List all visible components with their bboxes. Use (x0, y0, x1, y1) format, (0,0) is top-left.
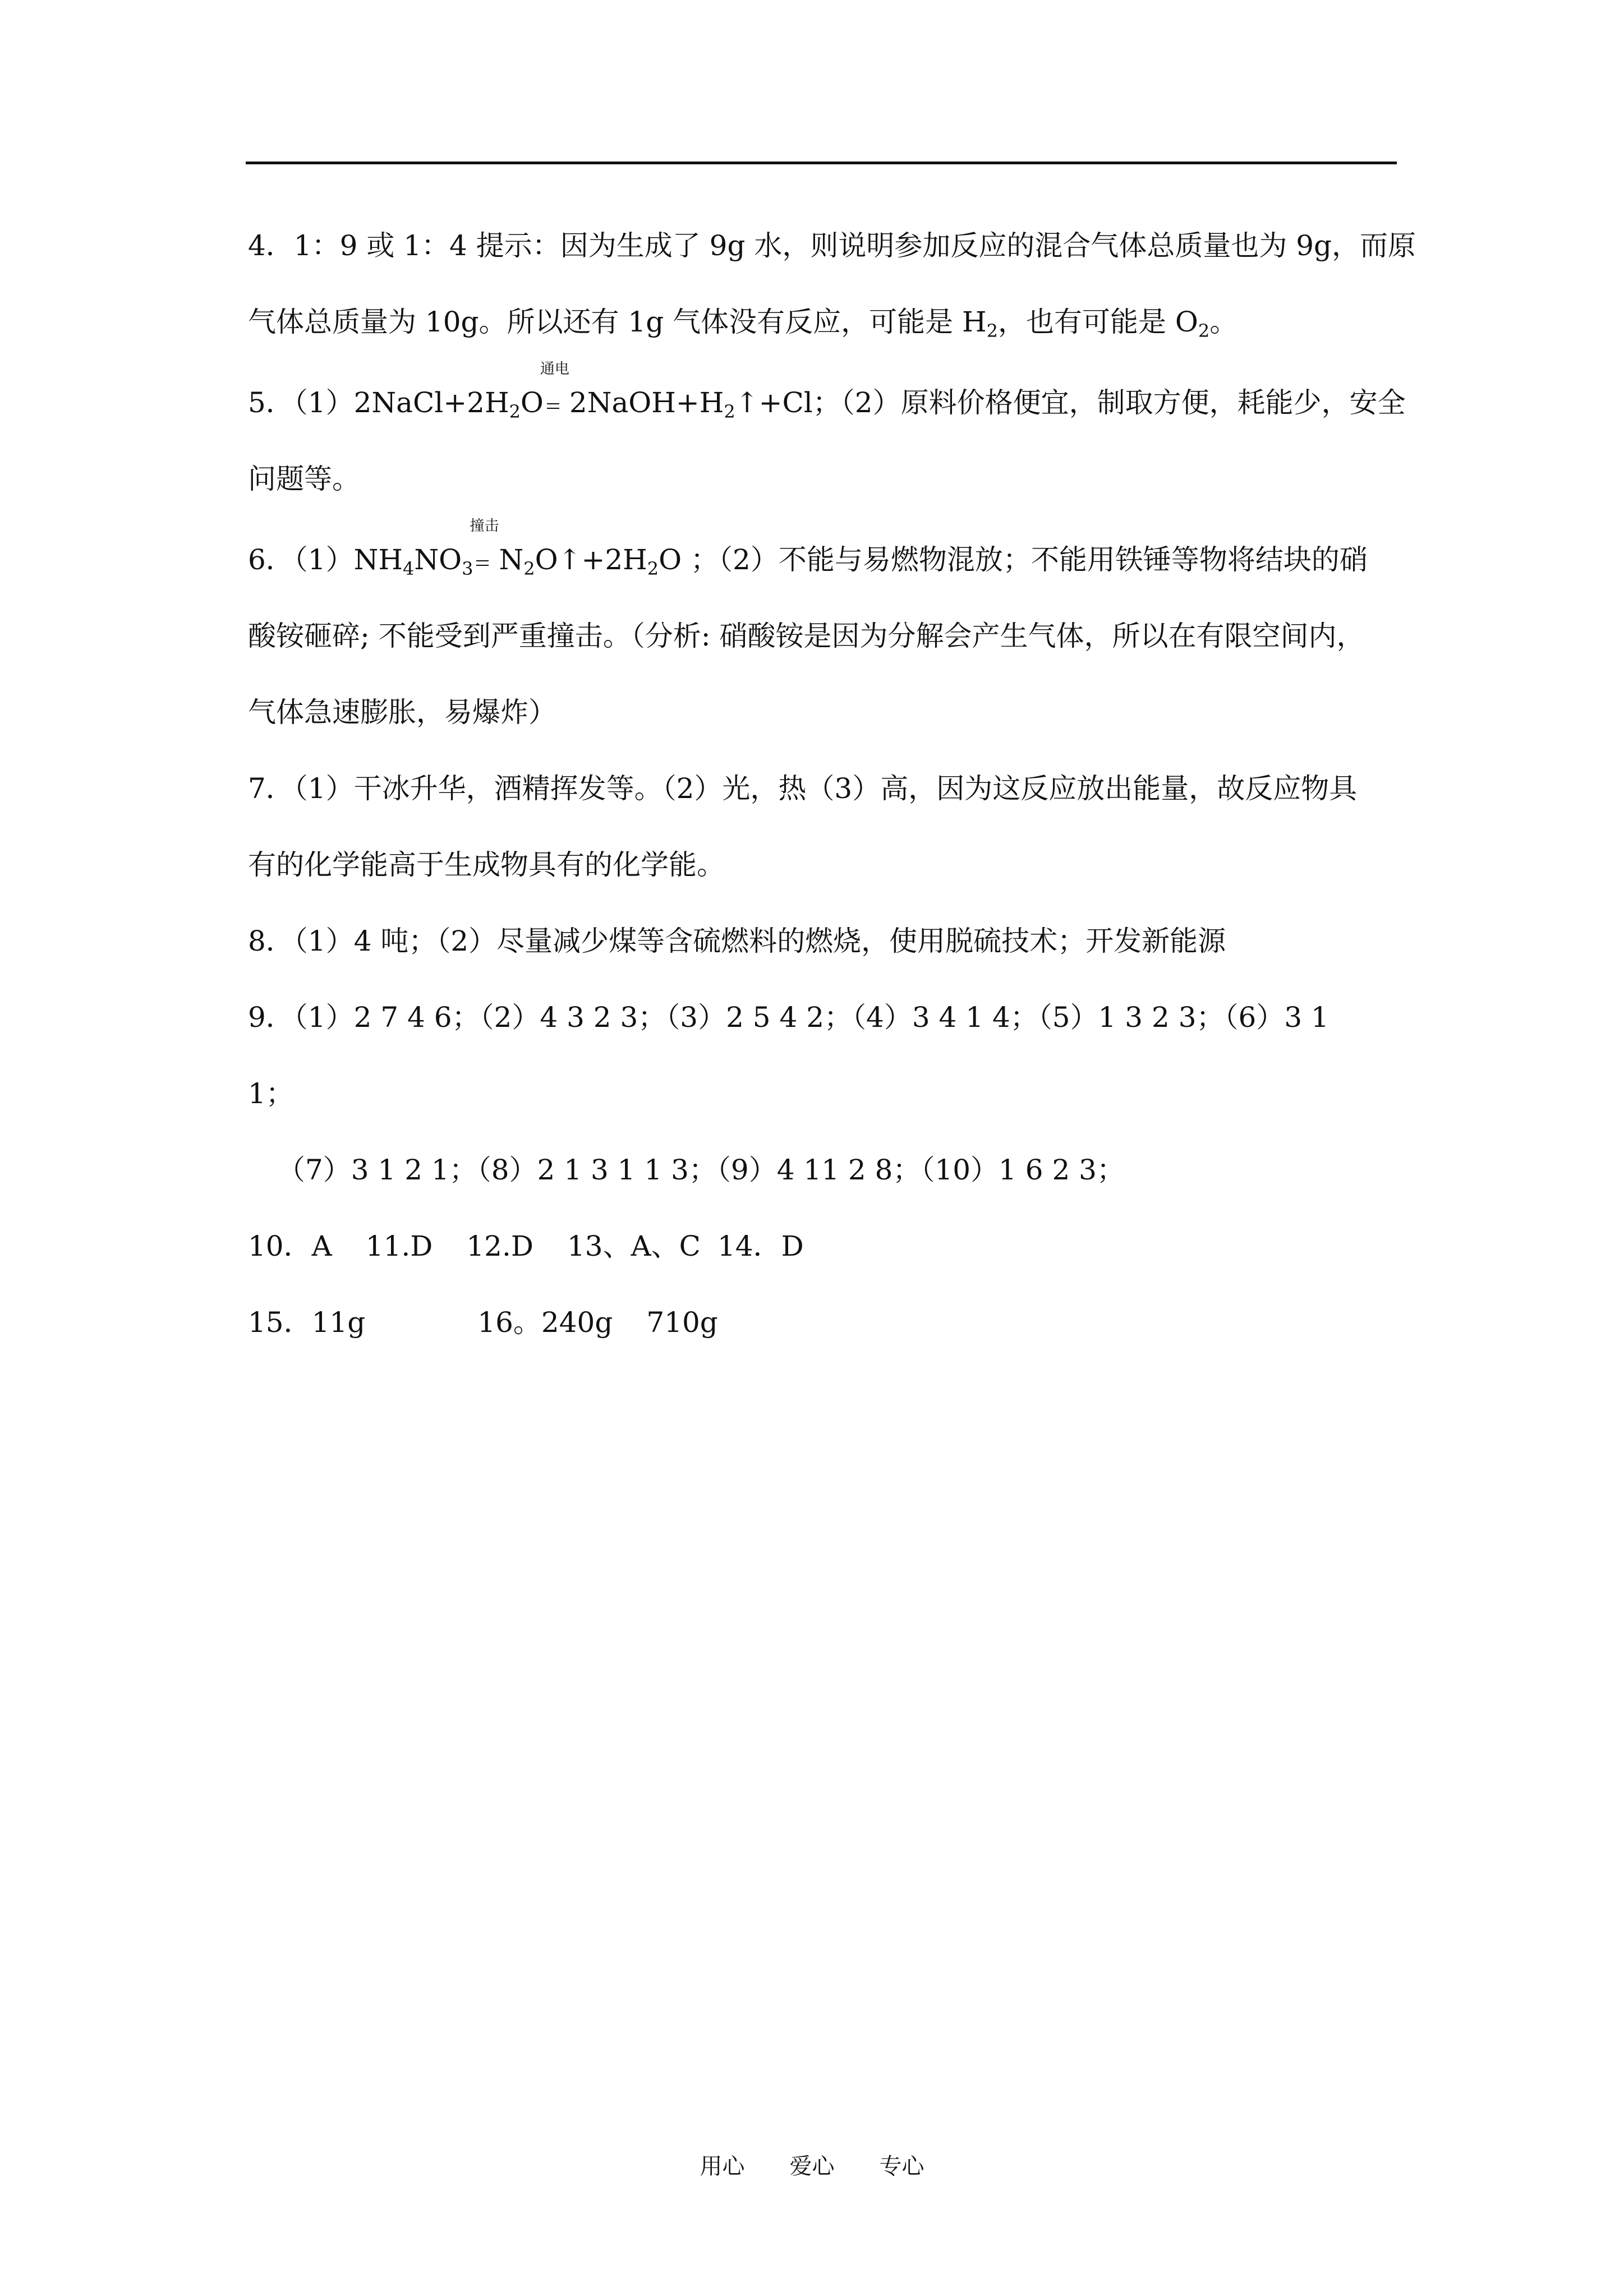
answer-9-line3: （7）3 1 2 1；（8）2 1 3 1 1 3；（9）4 11 2 8；（10）1 6 2 3； (277, 1154, 1125, 1186)
answer-5-line2: 问题等。 (248, 463, 360, 495)
answer-4-line1: 4．1：9 或 1：4 提示：因为生成了 9g 水，则说明参加反应的混合气体总质量也为 9g，而原 (248, 229, 1416, 262)
footer-word-3: 专心 (879, 2154, 924, 2179)
answer-8-line1: 8．（1）4 吨；（2）尽量减少煤等含硫燃料的燃烧，使用脱硫技术；开发新能源 (248, 925, 1226, 957)
answer-4-line2: 气体总质量为 10g。所以还有 1g 气体没有反应，可能是 $H_2$，也有可能是 $O_2$。 (248, 306, 1238, 342)
reaction-condition-electrolysis: 通电 (544, 384, 569, 412)
answer-6-line1: 6．$(1)NH_4NO_3$ 撞击 $N_2O↑+2H_2O$ ；（2）不能与易燃物混放；不能用铁锤等物将结块的硝 (248, 518, 1368, 579)
answer-6-line3: 气体急速膨胀，易爆炸） (248, 696, 556, 729)
reaction-condition-impact: 撞击 (473, 541, 499, 569)
answers-15-16: 15．11g 16。240g 710g (248, 1306, 718, 1339)
answer-9-line1: 9．（1）2 7 4 6；（2）4 3 2 3；（3）2 5 4 2；（4）3 4 1 4；（5）1 3 2 3；（6）3 1 (248, 1001, 1329, 1034)
answer-5-line1: 5．$(1)2NaCl+2H_2O$ 通电 $2NaOH+H_2↑+Cl$；（2）原料价格便宜，制取方便，耗能少，安全 (248, 361, 1406, 422)
answer-9-line2: 1； (248, 1077, 294, 1110)
page-footer (0, 2152, 1624, 2180)
answers-10-14: 10．A 11.D 12.D 13、A、C 14．D (248, 1230, 804, 1262)
answer-6-line2: 酸铵砸碎; 不能受到严重撞击。（分析: 硝酸铵是因为分解会产生气体，所以在有限空间内， (248, 620, 1365, 652)
footer-word-2: 爱心 (789, 2154, 835, 2179)
answer-7-line1: 7．（1）干冰升华，酒精挥发等。（2）光，热（3）高，因为这反应放出能量，故反应物具 (248, 772, 1358, 805)
footer-word-1: 用心 (700, 2154, 745, 2179)
header-rule (246, 162, 1397, 164)
answer-7-line2: 有的化学能高于生成物具有的化学能。 (248, 849, 725, 881)
answer-content (248, 208, 1415, 1361)
